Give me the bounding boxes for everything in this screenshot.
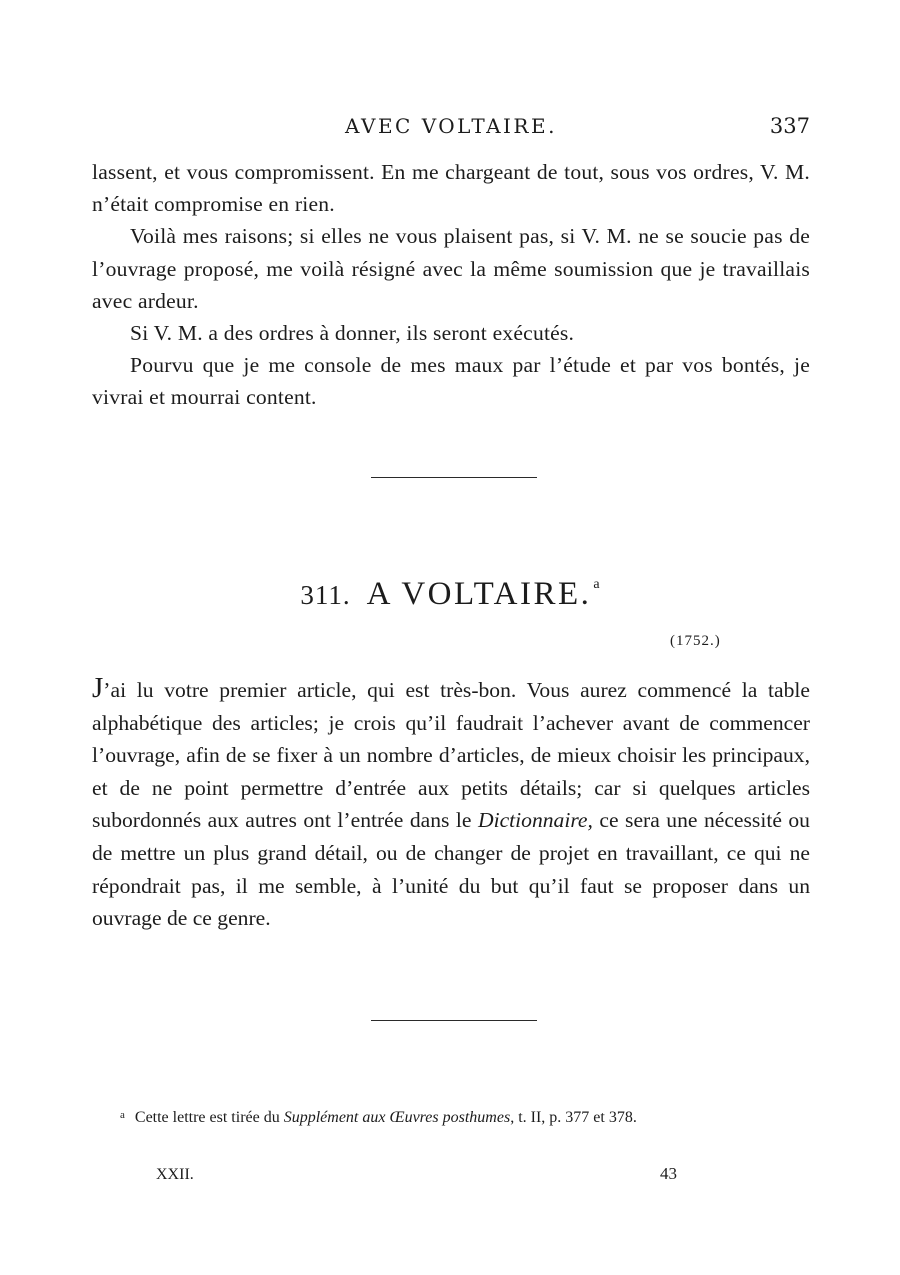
drop-cap: J bbox=[92, 672, 104, 704]
paragraph: lassent, et vous compromissent. En me chargeant de tout, sous vos ordres, V. M. n’était compromise en rien. bbox=[92, 160, 810, 217]
letter-date: (1752.) bbox=[670, 633, 721, 649]
page-header bbox=[92, 114, 810, 142]
paragraph: Voilà mes raisons; si elles ne vous plaisent pas, si V. M. ne se soucie pas de l’ouvrage proposé, me voilà résigné avec la même soumission que je travaillais avec ardeur. bbox=[92, 224, 810, 313]
continued-letter-text bbox=[92, 156, 810, 414]
footnote-mark: a bbox=[120, 1109, 125, 1121]
footnote-italic: Supplément aux Œuvres posthumes bbox=[283, 1109, 511, 1126]
volume-signature: XXII. bbox=[156, 1166, 194, 1183]
section-divider bbox=[371, 1020, 537, 1021]
letter-body bbox=[92, 672, 810, 935]
paragraph: Pourvu que je me console de mes maux par l’étude et par vos bontés, je vivrai et mourrai content. bbox=[92, 353, 810, 410]
letter-title: A VOLTAIRE. bbox=[366, 576, 592, 612]
footnote-reference[interactable]: a bbox=[593, 577, 600, 592]
body-text: ce sera une nécessité ou de mettre un plus grand détail, ou de changer de projet en travaillant, ce qui ne répondrait pas, il me semble, à l’unité du but qu’il faut se proposer dans un ouvrage de ce genre. bbox=[92, 808, 810, 931]
italic-title: Dictionnaire, bbox=[477, 808, 593, 833]
sheet-number: 43 bbox=[660, 1164, 677, 1183]
page-number: 337 bbox=[769, 114, 810, 138]
footnote-text: , t. II, p. 377 et 378. bbox=[510, 1109, 637, 1126]
paragraph: Si V. M. a des ordres à donner, ils seront exécutés. bbox=[130, 321, 575, 346]
section-divider bbox=[371, 477, 537, 478]
letter-number: 311. bbox=[300, 580, 351, 610]
body-text: ’ai lu votre premier article, qui est très-bon. Vous aurez commencé la table alphabétique des articles; je crois qu’il faudrait l’achever avant de commencer l’ouvrage, afin de se fixer à un nombre d’articles, de mieux choisir les principaux, et de ne point permettre d’entrée aux petits détails; car si quelques articles subordonnés aux autres ont l’entrée dans le bbox=[92, 678, 810, 833]
paragraph bbox=[92, 672, 810, 935]
footnote-text: Cette lettre est tirée du bbox=[134, 1109, 284, 1126]
footnote bbox=[120, 1109, 637, 1127]
running-title: AVEC VOLTAIRE. bbox=[345, 114, 557, 138]
letter-heading bbox=[0, 576, 900, 613]
